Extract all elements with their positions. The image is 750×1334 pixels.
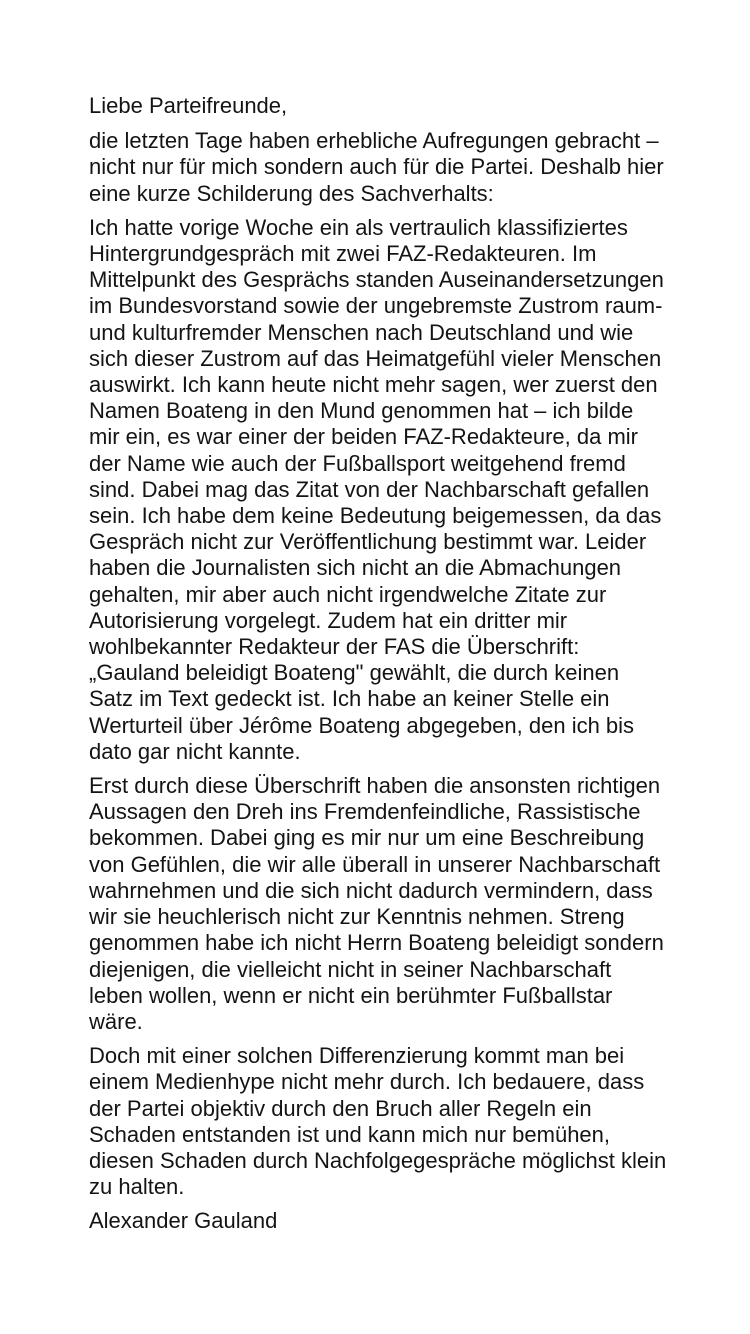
paragraph-conclusion: Doch mit einer solchen Differenzierung kommt man bei einem Medienhype nicht mehr durch. Ich bedauere, dass der Partei objektiv durch den Bruch aller Regeln ein Schaden entstanden ist und kann mich nur bemühen, diesen Schaden durch Nachfolgegespräche möglichst klein zu halten. [89,1043,667,1200]
signature: Alexander Gauland [89,1208,278,1234]
paragraph-intro: die letzten Tage haben erhebliche Aufregungen gebracht – nicht nur für mich sondern auch für die Partei. Deshalb hier eine kurze Schilderung des Sachverhalts: [89,128,664,206]
paragraph-headline: Erst durch diese Überschrift haben die ansonsten richtigen Aussagen den Dreh ins Fremdenfeindliche, Rassistische bekommen. Dabei ging es mir nur um eine Beschreibung von Gefühlen, die wir alle überall in unserer Nachbarschaft wahrnehmen und die sich nicht dadurch vermindern, dass wir sie heuchlerisch nicht zur Kenntnis nehmen. Streng genommen habe ich nicht Herrn Boateng beleidigt sondern diejenigen, die vielleicht nicht in seiner Nachbarschaft leben wollen, wenn er nicht ein berühmter Fußballstar wäre. [89,773,664,1034]
salutation: Liebe Parteifreunde, [89,93,288,118]
letter-body [89,93,669,1243]
paragraph-background: Ich hatte vorige Woche ein als vertraulich klassifiziertes Hintergrundgespräch mit zwei FAZ-Redakteuren. Im Mittelpunkt des Gesprächs standen Auseinandersetzungen im Bundesvorstand sowie der ungebremste Zustrom raum- und kulturfremder Menschen nach Deutschland und wie sich dieser Zustrom auf das Heimatgefühl vieler Menschen auswirkt. Ich kann heute nicht mehr sagen, wer zuerst den Namen Boateng in den Mund genommen hat – ich bilde mir ein, es war einer der beiden FAZ-Redakteure, da mir der Name wie auch der Fußballsport weitgehend fremd sind. Dabei mag das Zitat von der Nachbarschaft gefallen sein. Ich habe dem keine Bedeutung beigemessen, da das Gespräch nicht zur Veröffentlichung bestimmt war. Leider haben die Journalisten sich nicht an die Abmachungen gehalten, mir aber auch nicht irgendwelche Zitate zur Autorisierung vorgelegt. Zudem hat ein dritter mir wohlbekannter Redakteur der FAS die Überschrift: „Gauland beleidigt Boateng" gewählt, die durch keinen Satz im Text gedeckt ist. Ich habe an keiner Stelle ein Werturteil über Jérôme Boateng abgegeben, den ich bis dato gar nicht kannte. [89,214,664,764]
